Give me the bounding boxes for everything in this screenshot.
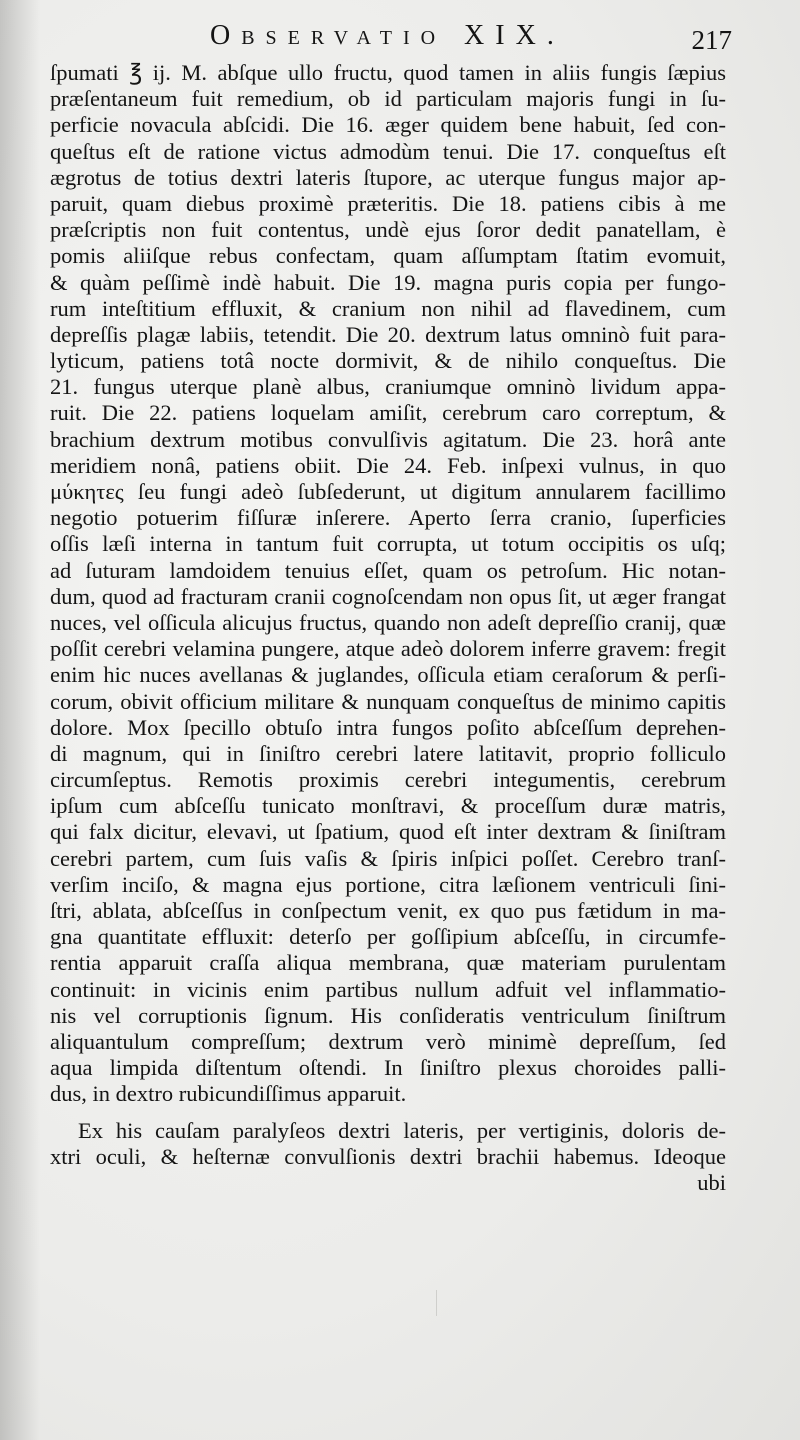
text-line: nis vel corruptionis ſignum. His conſideratis ventriculum ſiniſtrum [50, 1002, 726, 1028]
text-line: præſcriptis non fuit contentus, undè ejus ſoror dedit panatellam, è [50, 217, 726, 243]
text-line: enim hic nuces avellanas & juglandes, oſſicula etiam ceraſorum & perſi- [50, 662, 726, 688]
text-line: depreſſis plagæ labiis, tetendit. Die 20. dextrum latus omninò fuit para- [50, 321, 726, 347]
text-line: Ex his cauſam paralyſeos dextri lateris, per vertiginis, doloris de- [78, 1117, 726, 1143]
running-title: Observatio XIX. [210, 20, 565, 51]
text-line: cerebri partem, cum ſuis vaſis & ſpiris inſpici poſſet. Cerebro tranſ- [50, 845, 726, 871]
text-line: verſim inciſo, & magna ejus portione, citra læſionem ventriculi ſini- [50, 871, 726, 897]
text-line: negotio potuerim fiſſuræ inſerere. Aperto ſerra cranio, ſuperficies [50, 505, 726, 531]
paragraph-gap [50, 1108, 726, 1118]
text-line: meridiem nonâ, patiens obiit. Die 24. Feb. inſpexi vulnus, in quo [50, 452, 726, 478]
text-line: aqua limpida diſtentum oſtendi. In ſiniſtro plexus choroides palli- [50, 1055, 726, 1081]
text-line: perficie novacula abſcidi. Die 16. æger quidem bene habuit, ſed con- [50, 112, 726, 138]
text-line: dum, quod ad fracturam cranii cognoſcendam non opus ſit, ut æger frangat [50, 583, 726, 609]
text-line: queſtus eſt de ratione victus admodùm tenui. Die 17. conqueſtus eſt [50, 138, 726, 164]
text-line: dus, in dextro rubicundiſſimus apparuit. [50, 1081, 407, 1107]
text-line: ipſum cum abſceſſu tunicato monſtravi, & proceſſum duræ matris, [50, 793, 726, 819]
text-line: ruit. Die 22. patiens loquelam amiſit, cerebrum caro correptum, & [50, 400, 726, 426]
text-line: aliquantulum compreſſum; dextrum verò minimè depreſſum, ſed [50, 1028, 726, 1054]
text-line: & quàm peſſimè indè habuit. Die 19. magna puris copia per fungo- [50, 269, 726, 295]
text-line: di magnum, qui in ſiniſtro cerebri latere latitavit, proprio folliculo [50, 740, 726, 766]
text-line: gna quantitate effluxit: deterſo per goſſipium abſceſſu, in circumfe- [50, 924, 726, 950]
text-line: ſtri, ablata, abſceſſus in conſpectum venit, ex quo pus fætidum in ma- [50, 898, 726, 923]
text-line: pomis aliiſque rebus confectam, quam aſſumptam ſtatim evomuit, [50, 243, 726, 269]
text-line: qui falx dicitur, elevavi, ut ſpatium, quod eſt inter dextram & ſiniſtram [50, 819, 726, 845]
text-line: oſſis læſi interna in tantum fuit corrupta, ut totum occipitis os uſq; [50, 531, 726, 557]
text-line: nuces, vel oſſicula alicujus fructus, quando non adeſt depreſſio cranij, quæ [50, 609, 726, 635]
text-line: brachium dextrum motibus convulſivis agitatum. Die 23. horâ ante [50, 426, 726, 452]
text-line: continuit: in vicinis enim partibus nullum adfuit vel inflammatio- [50, 976, 726, 1002]
text-line: rum inteſtitium effluxit, & cranium non nihil ad flavedinem, cum [50, 295, 726, 321]
text-line: dolore. Mox ſpecillo obtuſo intra fungos poſito abſceſſum deprehen- [50, 714, 726, 740]
text-line: lyticum, patiens totâ nocte dormivit, & de nihilo conqueſtus. Die [50, 348, 726, 374]
page-header [60, 16, 732, 56]
text-line: ad ſuturam lamdoidem tenuius eſſet, quam os petroſum. Hic notan- [50, 557, 726, 583]
text-line: ægrotus de totius dextri lateris ſtupore, ac uterque fungus major ap- [50, 164, 726, 190]
text-line: 21. fungus uterque planè albus, craniumque omninò lividum appa- [50, 374, 726, 400]
text-line: μύκητες ſeu fungi adeò ſubſederunt, ut digitum annularem facillimo [50, 479, 726, 504]
text-line: rentia apparuit craſſa aliqua membrana, quæ materiam purulentam [50, 950, 726, 976]
paper-mark [436, 1290, 437, 1316]
body-text [50, 60, 726, 1196]
text-line: paruit, quam diebus proximè præteritis. Die 18. patiens cibis à me [50, 190, 726, 216]
text-line: poſſit cerebri velamina pungere, atque adeò dolorem inferre gravem: fregit [50, 636, 726, 662]
text-line: xtri oculi, & heſternæ convulſionis dextri brachii habemus. Ideoque [50, 1143, 726, 1169]
page-gutter-shadow [0, 0, 40, 1440]
text-line: ſpumati ℥ ij. M. abſque ullo fructu, quod tamen in aliis fungis ſæpius [50, 60, 726, 85]
text-line: corum, obivit officium militare & nunquam conqueſtus de minimo capitis [50, 688, 726, 714]
page-number: 217 [691, 25, 732, 55]
text-line: præſentaneum fuit remedium, ob id particulam majoris fungi in ſu- [50, 86, 726, 112]
catchword: ubi [697, 1169, 726, 1195]
text-line: circumſeptus. Remotis proximis cerebri integumentis, cerebrum [50, 767, 726, 793]
